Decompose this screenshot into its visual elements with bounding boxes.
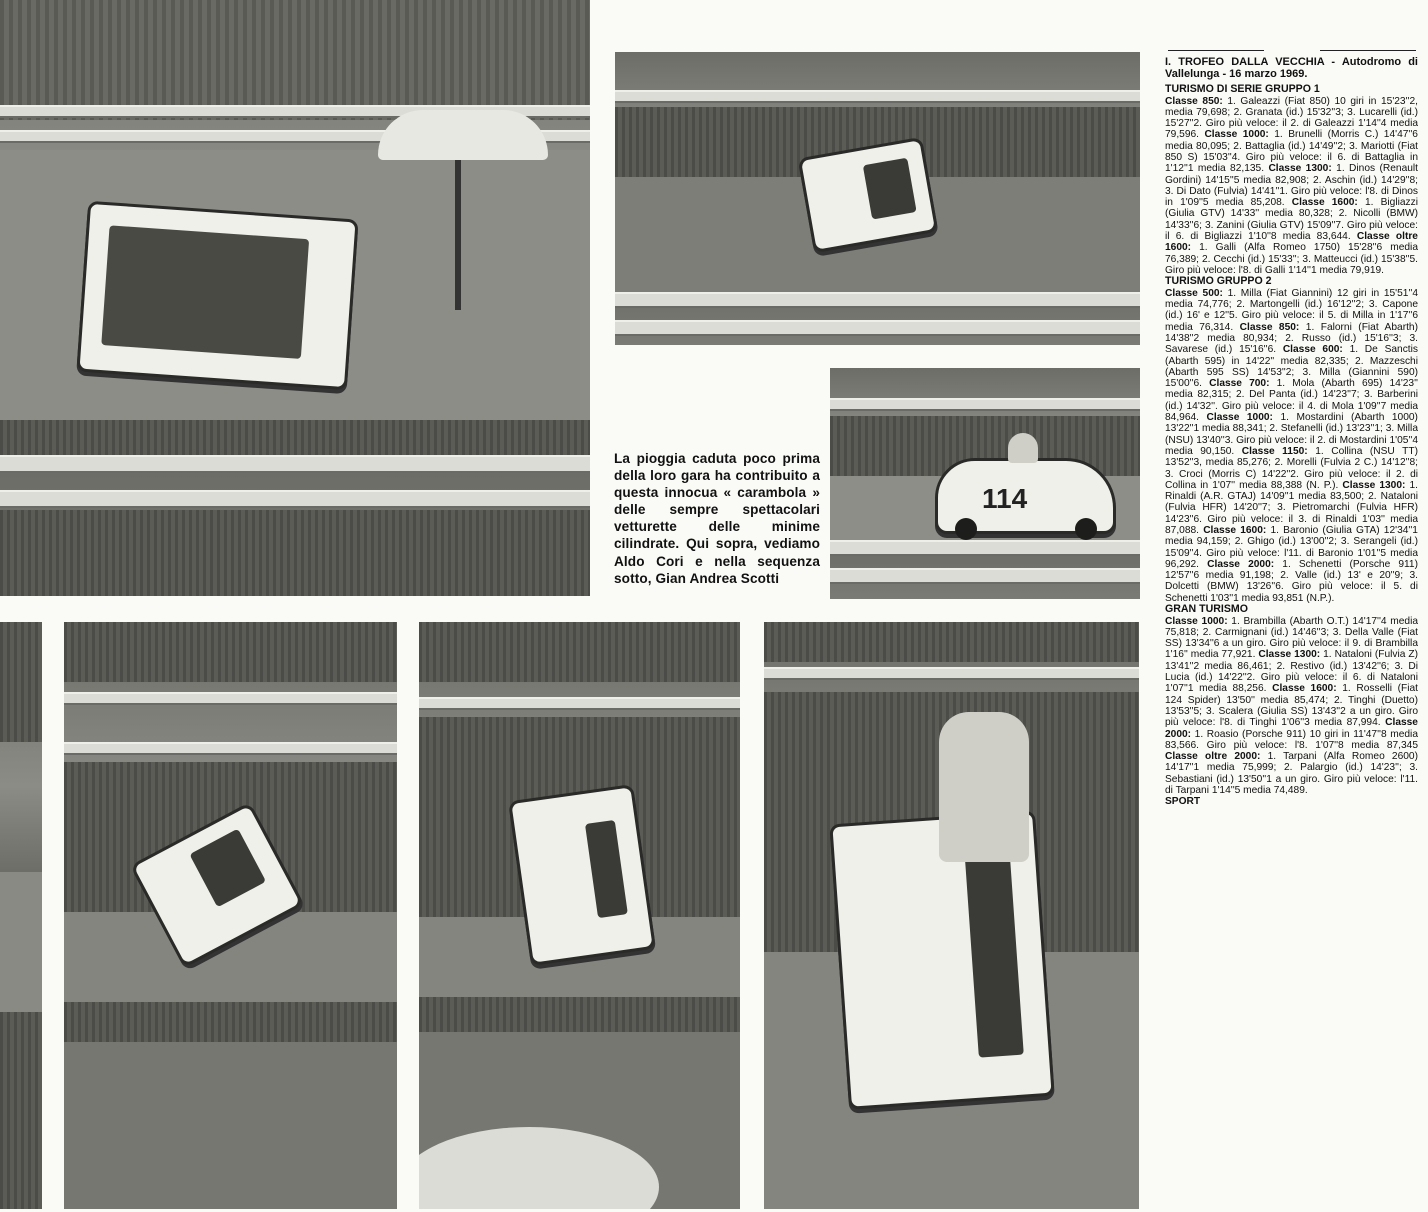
page-section-label: SPORT bbox=[1165, 796, 1201, 808]
photo-caption: La pioggia caduta poco prima della loro gara ha contribuito a questa innocua « carambola » delle sempre spettacolari vetturette delle minime cilindrate. Qui sopra, vediamo Aldo Cori e nella sequenza sotto, Gian Andrea Scotti bbox=[614, 451, 820, 586]
car-on-side-2 bbox=[508, 784, 656, 966]
section-body: Classe 500: 1. Milla (Fiat Giannini) 12 giri in 15'51''4 media 74,776; 2. Martongelli (id.) 16'12''2; 3. Capone (id.) 16' e 12''5. Giro più veloce: il 5. di Milla in 1'17''6 media 76,314. Classe 850: 1. Falorni (Fiat Abarth) 14'38''2 media 80,934; 2. Russo (id.) 15'16''3; 3. Savarese (id.) 15'16''6. Classe 600: 1. De Sanctis (Abarth 595) in 14'22'' media 82,335; 2. Mazzeschi (Abarth 595 SS) 14'53''2; 3. Milla (Giannini 590) 15'00''6. Classe 700: 1. Mola (Abarth 695) 14'23'' media 82,315; 2. Del Panta (id.) 14'23''7; 3. Barberini (id.) 14'32''. Giro più veloce: il 4. di Mola 1'09''7 media 84,964. Classe 1000: 1. Mostardini (Abarth 1000) 13'22''1 media 88,341; 2. Stefanelli (id.) 13'23''1; 3. Milla (NSU) 13'40''3. Giro più veloce: il 2. di Mostardini 1'05''4 media 90,150. Classe 1150: 1. Collina (NSU TT) 13'52''3, media 85,276; 2. Morelli (Fulvia 2 C.) 14'12''8; 3. Croci (Morris C) 14'22''2. Giro più veloce: il 2. di Collina in 1'07'' media 88,388 (N. P.). Classe 1300: 1. Rinaldi (A.R. GTAJ) 14'09''1 media 83,500; 2. Nataloni (Fulvia HFR) 14'20''7; 3. Pietromarchi (Fulvia HFR) 14'23''6. Giro più veloce: il 3. di Rinaldi 1'03'' media 87,088. Classe 1600: 1. Baronio (Giulia GTA) 12'34''1 media 94,159; 2. Ghigo (id.) 13'00''2; 3. Serangeli (id.) 15'09''4. Giro più veloce: l'11. di Baronio 1'01''5 media 96,292. Classe 2000: 1. Schenetti (Porsche 911) 12'57''6 media 91,198; 2. Valle (id.) 13' e 20''9; 3. Dolcetti (BMW) 13'26''6. Giro più veloce: il 5. di Schenetti 1'03''1 media 93,851 (N.P.). bbox=[1165, 287, 1418, 604]
umbrella bbox=[378, 110, 548, 160]
car-number-114: 114 bbox=[982, 483, 1028, 514]
photo-sequence-3 bbox=[764, 622, 1139, 1209]
photo-strip-edge bbox=[0, 622, 42, 1209]
section-heading: GRAN TURISMO bbox=[1165, 603, 1248, 616]
photo-sequence-1 bbox=[64, 622, 397, 1209]
photo-car-rolling bbox=[615, 52, 1140, 345]
section-heading: TURISMO DI SERIE GRUPPO 1 bbox=[1165, 83, 1320, 95]
section-heading: TURISMO GRUPPO 2 bbox=[1165, 275, 1272, 288]
driver-on-car bbox=[1008, 433, 1038, 463]
photo-car-114 bbox=[830, 368, 1140, 599]
section-body: Classe 850: 1. Galeazzi (Fiat 850) 10 giri in 15'23''2, media 79,698; 2. Granata (id.) 15'32''3; 3. Lucarelli (id.) 15'27''2. Giro più veloce: il 2. di Galeazzi 1'14''4 media 79,596. Classe 1000: 1. Brunelli (Morris C.) 14'47''6 media 80,095; 2. Battaglia (id.) 14'49''2; 3. Mariotti (Fiat 850 S) 15'03''4. Giro più veloce: il 6. di Battaglia in 1'12''1 media 82,135. Classe 1300: 1. Dinos (Renault Gordini) 14'15''5 media 82,908; 2. Aschin (id.) 14'29''8; 3. Di Dato (Fulvia) 14'41''1. Giro più veloce: l'8. di Dinos in 1'09''5 media 85,208. Classe 1600: 1. Bigliazzi (Giulia GTV) 14'33'' media 80,328; 2. Nicolli (BMW) 14'33''6; 3. Zanini (Giulia GTV) 15'09''7. Giro più veloce: il 6. di Bigliazzi 1'10''8 media 83,644. Classe oltre 1600: 1. Galli (Alfa Romeo 1750) 15'28''6 media 76,389; 2. Cecchi (id.) 15'33''; 3. Matteucci (id.) 15'38''5. Giro più veloce: l'8. di Galli 1'14''1 media 79,919. bbox=[1165, 95, 1418, 276]
marshal bbox=[939, 712, 1029, 862]
race-results bbox=[1165, 44, 1418, 1210]
photo-car-airborne-umbrella bbox=[0, 0, 590, 596]
section-body: Classe 1000: 1. Brambilla (Abarth O.T.) 14'17''4 media 75,818; 2. Carmignani (id.) 14'46''3; 3. Della Valle (Fiat SS) 13'34''6 a un giro. Giro più veloce: il 9. di Brambilla 1'16'' media 77,921. Classe 1300: 1. Nataloni (Fulvia Z) 13'41''2 media 86,461; 2. Restivo (id.) 13'42''6; 3. Di Lucia (id.) 14'22''2. Giro più veloce: il 6. di Nataloni 1'07''1 media 88,256. Classe 1600: 1. Rosselli (Fiat 124 Spider) 13'50'' media 85,474; 2. Tinghi (Duetto) 13'53''5; 3. Scalera (Giulia SS) 13'43''2 a un giro. Giro più veloce: l'8. di Tinghi 1'06''3 media 87,994. Classe 2000: 1. Roasio (Porsche 911) 10 giri in 11'47''8 media 83,566. Giro più veloce: l'8. 1'07''8 media 87,345 Classe oltre 2000: 1. Tarpani (Alfa Romeo 2600) 14'17''1 media 75,999; 2. Palargio (id.) 14'23''; 3. Sebastiani (id.) 13'50''1 a un giro. Giro più veloce: l'11. di Tarpani 1'14''5 media 74,489. bbox=[1165, 615, 1418, 797]
photo-sequence-2 bbox=[419, 622, 740, 1209]
results-title: I. TROFEO DALLA VECCHIA - Autodromo di Vallelunga - 16 marzo 1969. bbox=[1165, 56, 1418, 80]
airborne-car bbox=[76, 201, 358, 390]
